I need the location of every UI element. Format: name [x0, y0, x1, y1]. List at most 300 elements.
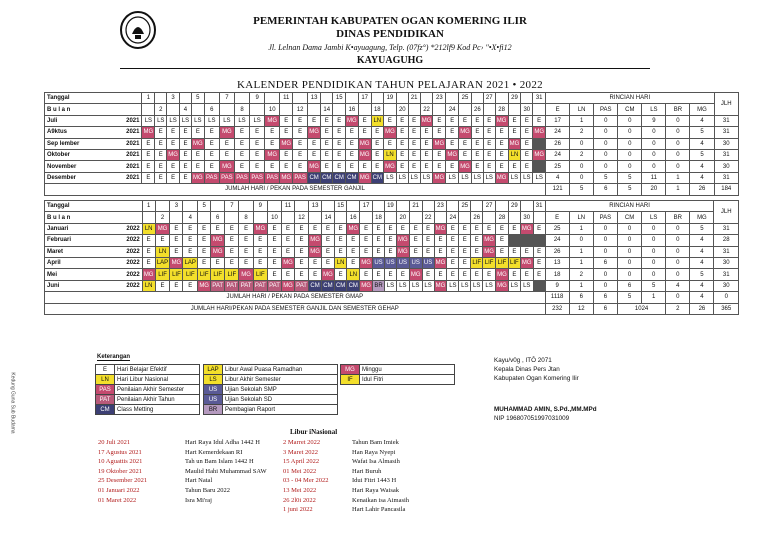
- total-cell: 6: [594, 184, 618, 195]
- sum-cell: 0: [666, 138, 690, 149]
- sum-cell: 31: [714, 223, 739, 234]
- day-cell: E: [280, 127, 293, 138]
- day-cell: CM: [321, 172, 333, 183]
- day-cell: E: [321, 138, 333, 149]
- date-header-odd: [45, 93, 739, 104]
- legend-table-1: [95, 364, 200, 415]
- legend-text: Pembagian Raport: [223, 405, 338, 415]
- date-cell: [142, 212, 155, 223]
- day-cell: LIF: [155, 269, 170, 280]
- day-cell: LS: [420, 172, 433, 183]
- day-cell: E: [155, 161, 167, 172]
- day-cell: MG: [459, 161, 472, 172]
- day-cell: E: [180, 138, 192, 149]
- total-cell: 1: [666, 184, 690, 195]
- day-cell: LIF: [253, 269, 267, 280]
- month-name: A9ktus: [47, 129, 68, 136]
- date-header-even: [45, 212, 739, 223]
- month-label: [45, 161, 142, 172]
- day-cell: E: [155, 127, 167, 138]
- date-cell: [322, 201, 335, 212]
- day-cell: E: [280, 115, 293, 126]
- day-cell: E: [459, 149, 472, 160]
- day-cell: E: [447, 246, 459, 257]
- day-cell: E: [360, 235, 373, 246]
- day-cell: E: [180, 161, 192, 172]
- sum-cell: 0: [666, 246, 690, 257]
- day-cell: E: [459, 115, 472, 126]
- day-cell: MG: [155, 223, 170, 234]
- date-cell: 4: [180, 104, 192, 115]
- day-cell: E: [508, 161, 521, 172]
- date-cell: [358, 104, 371, 115]
- month-name: April: [47, 260, 61, 267]
- day-cell: E: [155, 172, 167, 183]
- day-cell: PAS: [293, 172, 308, 183]
- date-cell: [293, 93, 308, 104]
- day-cell: E: [384, 115, 397, 126]
- day-cell: E: [333, 115, 345, 126]
- date-cell: 4: [183, 212, 198, 223]
- holiday-item: Kenaikan isa Aimasih: [352, 496, 410, 504]
- date-cell: [396, 93, 408, 104]
- day-cell: E: [334, 246, 346, 257]
- day-cell: E: [239, 246, 253, 257]
- day-cell: E: [282, 223, 295, 234]
- sum-cell: 24: [545, 235, 569, 246]
- date-cell: 12: [294, 212, 308, 223]
- day-cell: E: [167, 127, 180, 138]
- day-cell: E: [180, 149, 192, 160]
- day-cell: E: [508, 115, 521, 126]
- rincian-col: MG: [690, 104, 714, 115]
- day-cell: E: [533, 223, 545, 234]
- day-cell: PAT: [294, 280, 308, 291]
- legend-text: Ujian Sekolah SD: [223, 395, 338, 405]
- sum-cell: 4: [690, 115, 714, 126]
- sum-cell: 0: [666, 223, 690, 234]
- date-cell: 16: [347, 212, 360, 223]
- day-cell: E: [308, 115, 321, 126]
- header-divider: [120, 68, 650, 69]
- month-label: [45, 257, 143, 268]
- sum-cell: 31: [714, 127, 738, 138]
- sum-cell: 9: [545, 280, 569, 291]
- sum-cell: 31: [714, 172, 738, 183]
- day-cell: MG: [265, 149, 280, 160]
- bulan-label: B u l a n: [45, 212, 143, 223]
- date-cell: 5: [191, 93, 204, 104]
- day-cell: MG: [446, 149, 459, 160]
- header-city: KAYUAGUHG: [356, 55, 424, 66]
- sign-name: MUHAMMAD AMIN, S.Pd.,MM.MPd: [494, 406, 597, 413]
- day-cell: E: [433, 161, 446, 172]
- month-label: [45, 269, 143, 280]
- tanggal-label: Tanggal: [45, 201, 143, 212]
- date-cell: 2: [155, 104, 167, 115]
- date-cell: [521, 93, 533, 104]
- day-cell: MG: [280, 138, 293, 149]
- day-cell: E: [204, 161, 219, 172]
- day-cell: E: [371, 127, 383, 138]
- day-cell: MG: [142, 127, 155, 138]
- day-cell: E: [345, 161, 358, 172]
- day-cell: E: [265, 127, 280, 138]
- date-cell: [496, 201, 509, 212]
- sum-cell: 30: [714, 280, 739, 291]
- date-cell: [234, 93, 249, 104]
- sign-line3: Kabupaten Ogan Komering Ilir: [494, 375, 579, 382]
- legend-row: [96, 385, 200, 395]
- day-cell: MG: [396, 235, 409, 246]
- sign-line1: Kayu/v0g , ITÔ 2071: [494, 357, 552, 364]
- day-cell: MG: [191, 172, 204, 183]
- rincian-col: E: [546, 104, 570, 115]
- sum-cell: 1: [570, 115, 594, 126]
- day-cell: E: [309, 269, 322, 280]
- date-cell: 25: [459, 201, 471, 212]
- sum-cell: 0: [594, 149, 618, 160]
- day-cell: E: [433, 115, 446, 126]
- sum-cell: 1: [569, 223, 593, 234]
- day-cell: E: [225, 235, 239, 246]
- day-cell: MG: [360, 257, 373, 268]
- date-cell: [520, 201, 533, 212]
- day-cell: E: [198, 257, 211, 268]
- day-cell: E: [321, 161, 333, 172]
- date-cell: [167, 104, 180, 115]
- day-cell: E: [358, 161, 371, 172]
- day-cell: E: [267, 257, 281, 268]
- day-cell: E: [495, 161, 508, 172]
- month-label: [45, 138, 142, 149]
- date-cell: [384, 104, 397, 115]
- sum-cell: 0: [617, 257, 641, 268]
- month-year: 2021: [126, 140, 140, 147]
- sum-cell: 0: [593, 269, 617, 280]
- holiday-item: 15 April 2022: [283, 458, 320, 466]
- day-cell: MG: [282, 280, 295, 291]
- date-cell: [422, 201, 434, 212]
- day-cell: E: [459, 235, 471, 246]
- holiday-item: Hari Raya Idul Adha 1442 H: [185, 439, 260, 446]
- calendar-title: KALENDER PENDIDIKAN TAHUN PELAJARAN 2021 • 2022: [237, 79, 543, 91]
- total-cell: 5: [618, 184, 642, 195]
- day-cell: E: [396, 138, 408, 149]
- day-cell: MG: [308, 127, 321, 138]
- sum-cell: 26: [546, 138, 570, 149]
- day-cell: E: [180, 172, 192, 183]
- day-cell: LS: [508, 172, 521, 183]
- holiday-item: Maulid Hahi Muhammad SAW: [185, 467, 267, 475]
- legend-code: US: [204, 395, 223, 405]
- day-cell: E: [396, 161, 408, 172]
- sum-cell: 2: [569, 269, 593, 280]
- sum-cell: 31: [714, 149, 738, 160]
- day-cell: MG: [409, 269, 422, 280]
- day-cell: E: [471, 235, 483, 246]
- day-cell: LS: [191, 115, 204, 126]
- rincian-header: RINCIAN HARI: [545, 201, 714, 212]
- sum-cell: 2: [570, 149, 594, 160]
- day-cell: E: [373, 235, 385, 246]
- holidays-dates-2: [283, 438, 329, 515]
- day-cell: LS: [422, 280, 434, 291]
- day-cell: E: [334, 235, 346, 246]
- day-cell: E: [408, 149, 420, 160]
- day-cell: E: [239, 223, 253, 234]
- date-cell: [219, 104, 234, 115]
- day-cell: E: [293, 149, 308, 160]
- day-cell: LS: [409, 280, 422, 291]
- day-cell: LN: [384, 149, 397, 160]
- total-cell: 0: [666, 292, 690, 303]
- day-cell: E: [521, 127, 533, 138]
- holiday-item: Idui Fitri 1443 H: [352, 477, 397, 485]
- date-cell: [280, 104, 293, 115]
- day-cell: LS: [167, 115, 180, 126]
- date-cell: 13: [309, 201, 322, 212]
- date-cell: 14: [322, 212, 335, 223]
- sum-cell: 0: [642, 235, 666, 246]
- day-cell: E: [508, 246, 520, 257]
- day-cell: E: [265, 161, 280, 172]
- holiday-item: 10 Aguattis 2021: [98, 458, 143, 466]
- total-label: JUMLAH HARI / PEKAN PADA SEMESTER GANJIL: [45, 184, 546, 195]
- sum-cell: 4: [690, 257, 714, 268]
- day-cell: E: [321, 115, 333, 126]
- date-cell: 22: [420, 104, 433, 115]
- date-cell: [183, 201, 198, 212]
- sum-cell: 25: [545, 223, 569, 234]
- day-cell: E: [471, 269, 483, 280]
- date-cell: [347, 201, 360, 212]
- day-cell: E: [170, 223, 183, 234]
- day-cell: PAT: [225, 280, 239, 291]
- day-cell: CM: [371, 172, 383, 183]
- day-cell: LS: [155, 115, 167, 126]
- holiday-item: 26 2l0i 2022: [283, 496, 316, 504]
- date-cell: [282, 212, 295, 223]
- date-cell: 2: [155, 212, 170, 223]
- day-cell: MG: [495, 115, 508, 126]
- day-cell: E: [447, 257, 459, 268]
- day-cell: E: [420, 127, 433, 138]
- day-cell: E: [495, 138, 508, 149]
- day-cell: MG: [211, 246, 225, 257]
- month-year: 2021: [126, 117, 140, 124]
- day-cell: E: [360, 269, 373, 280]
- day-cell: E: [204, 127, 219, 138]
- day-cell: BR: [373, 280, 385, 291]
- date-cell: [447, 201, 459, 212]
- sum-cell: 30: [714, 138, 738, 149]
- day-cell: E: [447, 235, 459, 246]
- total-cell: 1: [642, 292, 666, 303]
- day-cell: LAP: [155, 257, 170, 268]
- legend-code: LAP: [204, 365, 223, 375]
- day-cell: E: [358, 115, 371, 126]
- day-cell: E: [294, 257, 308, 268]
- day-cell: MG: [265, 115, 280, 126]
- total-cell: 26: [690, 184, 714, 195]
- date-cell: 17: [360, 201, 373, 212]
- day-cell: E: [219, 149, 234, 160]
- day-cell: [533, 280, 545, 291]
- day-cell: LIF: [198, 269, 211, 280]
- date-cell: 13: [308, 93, 321, 104]
- month-name: Januari: [47, 225, 69, 232]
- month-row: [45, 257, 739, 268]
- sum-cell: 0: [618, 161, 642, 172]
- date-cell: 6: [211, 212, 225, 223]
- month-label: [45, 127, 142, 138]
- date-cell: [180, 93, 192, 104]
- date-cell: [239, 201, 253, 212]
- day-cell: US: [384, 257, 396, 268]
- sum-cell: 30: [714, 161, 738, 172]
- day-cell: MG: [483, 246, 496, 257]
- date-cell: 15: [333, 93, 345, 104]
- date-cell: 22: [422, 212, 434, 223]
- date-cell: [155, 93, 167, 104]
- day-cell: E: [267, 269, 281, 280]
- day-cell: LS: [219, 115, 234, 126]
- holiday-item: Tahun Bam Imiek: [352, 439, 399, 446]
- month-name: Desember: [47, 174, 77, 181]
- sum-cell: 0: [618, 149, 642, 160]
- day-cell: E: [204, 149, 219, 160]
- month-label: [45, 280, 143, 291]
- month-row: [45, 127, 739, 138]
- day-cell: E: [347, 246, 360, 257]
- total-cell: 6: [593, 292, 617, 303]
- day-cell: E: [347, 257, 360, 268]
- legend-code: E: [96, 365, 115, 375]
- day-cell: E: [471, 223, 483, 234]
- sum-cell: 17: [546, 115, 570, 126]
- day-cell: E: [308, 138, 321, 149]
- day-cell: E: [211, 223, 225, 234]
- grand-label: JUMLAH HARI/PEKAN PADA SEMESTER GANJIL DAN SEMESTER GEHAP: [45, 303, 546, 314]
- day-cell: E: [433, 127, 446, 138]
- day-cell: E: [409, 246, 422, 257]
- grand-cell: 365: [714, 303, 739, 314]
- day-cell: PAS: [234, 172, 249, 183]
- day-cell: MG: [520, 257, 533, 268]
- day-cell: E: [496, 235, 509, 246]
- day-cell: E: [396, 269, 409, 280]
- sum-cell: 5: [618, 172, 642, 183]
- day-cell: E: [253, 235, 267, 246]
- day-cell: E: [280, 161, 293, 172]
- day-cell: MG: [345, 115, 358, 126]
- date-cell: 20: [396, 104, 408, 115]
- day-cell: LS: [250, 115, 265, 126]
- total-cell: 1118: [545, 292, 569, 303]
- date-cell: 7: [219, 93, 234, 104]
- month-name: Sep lember: [47, 140, 80, 147]
- day-cell: E: [384, 223, 396, 234]
- sum-cell: 9: [642, 115, 666, 126]
- month-name: Oktober: [47, 152, 71, 159]
- date-cell: [345, 93, 358, 104]
- date-cell: [211, 201, 225, 212]
- sum-cell: 0: [618, 115, 642, 126]
- day-cell: E: [345, 127, 358, 138]
- day-cell: E: [347, 235, 360, 246]
- day-cell: E: [422, 246, 434, 257]
- day-cell: MG: [170, 257, 183, 268]
- day-cell: MG: [309, 235, 322, 246]
- day-cell: LS: [508, 280, 520, 291]
- day-cell: E: [321, 127, 333, 138]
- holiday-item: Hart Natal: [185, 477, 213, 485]
- legend-code: PAT: [96, 395, 115, 405]
- day-cell: E: [471, 115, 483, 126]
- sum-cell: 0: [642, 138, 666, 149]
- day-cell: MG: [360, 280, 373, 291]
- date-cell: 26: [471, 212, 483, 223]
- month-row: [45, 138, 739, 149]
- signature-block: [494, 356, 597, 423]
- legend-code: MG: [341, 365, 360, 375]
- sum-cell: 0: [594, 127, 618, 138]
- day-cell: E: [447, 269, 459, 280]
- holiday-item: 01 Maret 2022: [98, 496, 137, 504]
- day-cell: E: [345, 149, 358, 160]
- sum-cell: 5: [594, 172, 618, 183]
- day-cell: E: [483, 149, 495, 160]
- rincian-col: CM: [618, 104, 642, 115]
- day-cell: E: [280, 149, 293, 160]
- legend-text: Ujian Sekolah SMP: [223, 385, 338, 395]
- date-cell: 21: [408, 93, 420, 104]
- day-cell: E: [334, 269, 346, 280]
- holiday-item: Tah un Bam Islam 1442 H: [185, 458, 254, 466]
- side-note: Kedung Guna Sub Budama: [9, 372, 16, 434]
- day-cell: E: [471, 161, 483, 172]
- date-cell: [459, 212, 471, 223]
- day-cell: MG: [483, 235, 496, 246]
- total-cell: 5: [617, 292, 641, 303]
- date-cell: [483, 212, 496, 223]
- sum-cell: 4: [690, 172, 714, 183]
- rincian-col: PAS: [593, 212, 617, 223]
- legend-row: [204, 385, 338, 395]
- day-cell: E: [198, 235, 211, 246]
- day-cell: MG: [420, 115, 433, 126]
- total-cell: 121: [546, 184, 570, 195]
- month-row: [45, 235, 739, 246]
- day-cell: MG: [358, 149, 371, 160]
- legend-row: [341, 375, 455, 385]
- day-cell: LS: [408, 172, 420, 183]
- date-cell: [446, 93, 459, 104]
- day-cell: CM: [345, 172, 358, 183]
- sum-cell: 0: [666, 115, 690, 126]
- day-cell: E: [533, 246, 545, 257]
- day-cell: E: [408, 138, 420, 149]
- sum-cell: 11: [642, 172, 666, 183]
- date-cell: [495, 93, 508, 104]
- legend-text: Penilaian Akhir Semester: [115, 385, 200, 395]
- legend-code: IF: [341, 375, 360, 385]
- day-cell: MG: [219, 127, 234, 138]
- month-year: 2022: [126, 248, 140, 255]
- day-cell: LAP: [183, 257, 198, 268]
- day-cell: MG: [496, 280, 509, 291]
